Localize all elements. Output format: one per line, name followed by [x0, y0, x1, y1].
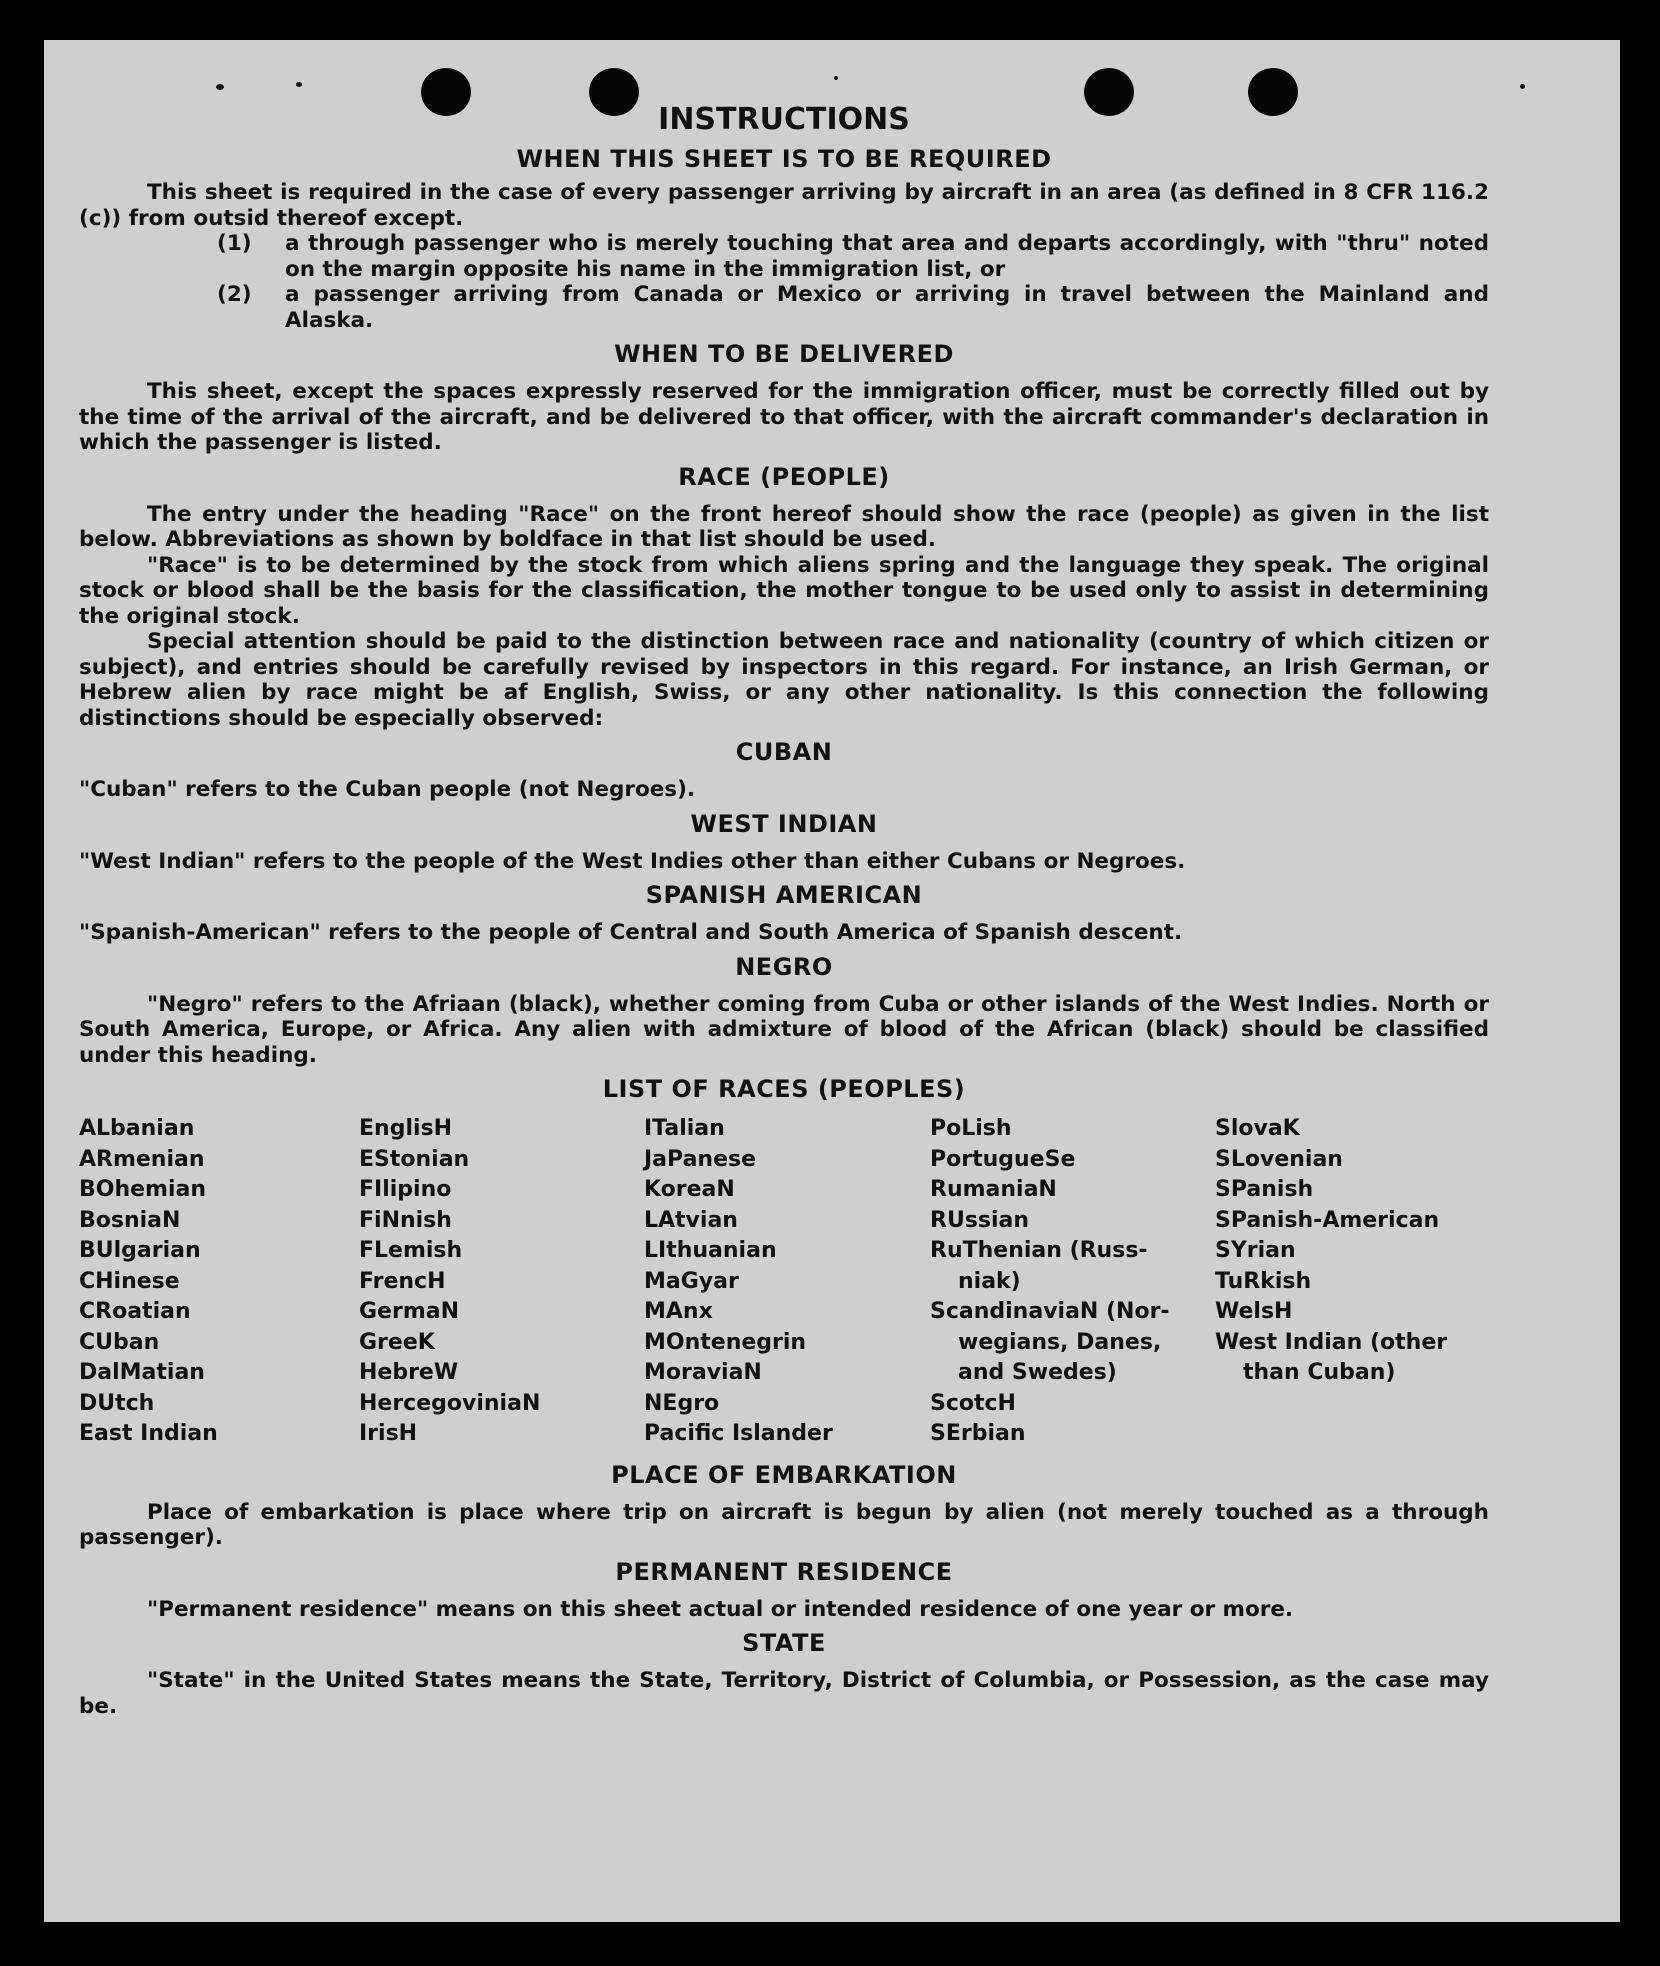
paragraph-embarkation: Place of embarkation is place where trip on aircraft is begun by alien (not merely touched as a through passenger). [79, 1499, 1489, 1550]
race-item-continuation: than Cuban) [1243, 1360, 1396, 1385]
ink-speck [216, 84, 224, 90]
race-item: MOntenegrin [644, 1329, 807, 1355]
races-column [79, 1114, 359, 1450]
race-item: SlovaK [1215, 1116, 1300, 1141]
paragraph-race-3: Special attention should be paid to the distinction between race and nationality (country of which citizen or subject), and entries should be carefully revised by inspectors in this regard. For instance, an Irish German, or Hebrew alien by race might be af English, Swiss, or any other nationality. Is this connection the following distinctions should be especially observed: [79, 629, 1489, 731]
paragraph-negro: "Negro" refers to the Afriaan (black), whether coming from Cuba or other islands of the West Indies. North or South America, Europe, or Africa. Any alien with admixture of blood of the African (black) should be classified under this heading. [79, 991, 1489, 1068]
race-item: MoraviaN [644, 1360, 762, 1385]
heading-residence: PERMANENT RESIDENCE [615, 1557, 953, 1586]
race-item: MAnx [644, 1299, 713, 1324]
race-item: GermaN [359, 1299, 460, 1324]
races-column [359, 1114, 644, 1450]
race-item: FrencH [359, 1268, 446, 1294]
heading-when-required: WHEN THIS SHEET IS TO BE REQUIRED [516, 145, 1052, 173]
exception-item [79, 282, 1489, 333]
race-item: ITalian [644, 1116, 725, 1141]
heading-when-delivered: WHEN TO BE DELIVERED [614, 340, 954, 368]
ink-speck [1520, 84, 1525, 89]
race-item: EStonian [359, 1146, 470, 1172]
race-item: FiNnish [359, 1207, 452, 1233]
race-item: FIlipino [359, 1177, 452, 1202]
race-item: EnglisH [359, 1116, 453, 1141]
heading-west-indian: WEST INDIAN [690, 809, 878, 838]
race-item: ALbanian [79, 1116, 195, 1141]
race-item: Pacific Islander [644, 1421, 833, 1446]
heading-list-of-races: LIST OF RACES (PEOPLES) [602, 1075, 966, 1103]
races-list [79, 1114, 1489, 1450]
race-item: SErbian [930, 1421, 1026, 1446]
paragraph-when-required: This sheet is required in the case of every passenger arriving by aircraft in an area (as defined in 8 CFR 116.2 (c)) from outsid thereof except. [79, 180, 1489, 231]
race-item: PortugueSe [930, 1146, 1076, 1172]
races-column [930, 1114, 1215, 1450]
race-item: BosniaN [79, 1207, 181, 1233]
instructions-text [79, 100, 1489, 1719]
exception-text: a passenger arriving from Canada or Mexico or arriving in travel between the Mainland and Alaska. [285, 282, 1489, 333]
race-item: SYrian [1215, 1238, 1296, 1263]
exception-number: (2) [217, 282, 252, 307]
race-item-continuation: wegians, Danes, [958, 1329, 1162, 1355]
paragraph-state: "State" in the United States means the State, Territory, District of Columbia, or Possession, as the case may be. [79, 1668, 1489, 1719]
race-item: CRoatian [79, 1299, 191, 1324]
race-item: BUlgarian [79, 1238, 201, 1263]
race-item: PoLish [930, 1116, 1012, 1141]
paragraph-when-delivered: This sheet, except the spaces expressly reserved for the immigration officer, must be correctly filled out by the time of the arrival of the aircraft, and be delivered to that officer, with the aircraft commander's declaration in which the passenger is listed. [79, 379, 1489, 455]
race-item: WelsH [1215, 1299, 1293, 1324]
race-item: DUtch [79, 1390, 155, 1416]
exception-number: (1) [217, 231, 252, 256]
race-item: TuRkish [1215, 1268, 1312, 1294]
race-item: LIthuanian [644, 1238, 777, 1263]
race-item: SPanish-American [1215, 1207, 1440, 1233]
race-item: ScandinaviaN (Nor- [930, 1299, 1170, 1324]
page-title: INSTRUCTIONS [658, 102, 910, 137]
paragraph-race-1: The entry under the heading "Race" on the front hereof should show the race (people) as given in the list below. Abbreviations as shown by boldface in that list should be used. [79, 501, 1489, 552]
heading-race: RACE (PEOPLE) [678, 462, 890, 491]
race-item: BOhemian [79, 1177, 207, 1202]
heading-negro: NEGRO [735, 952, 833, 981]
race-item: NEgro [644, 1390, 720, 1416]
race-item: CHinese [79, 1268, 180, 1294]
race-item: MaGyar [644, 1268, 739, 1294]
paragraph-cuban: "Cuban" refers to the Cuban people (not Negroes). [79, 777, 696, 802]
race-item: GreeK [359, 1329, 435, 1355]
race-item: JaPanese [644, 1146, 757, 1172]
heading-spanish-american: SPANISH AMERICAN [645, 881, 923, 909]
race-item: East Indian [79, 1421, 218, 1446]
race-item: FLemish [359, 1238, 463, 1263]
ink-speck [834, 76, 838, 80]
race-item: DalMatian [79, 1360, 205, 1385]
race-item: RUssian [930, 1207, 1030, 1233]
race-item: LAtvian [644, 1207, 738, 1233]
exception-text: a through passenger who is merely touching that area and departs accordingly, with "thru" noted on the margin opposite his name in the immigration list, or [285, 231, 1489, 282]
paragraph-west-indian: "West Indian" refers to the people of the West Indies other than either Cubans or Negroes. [79, 848, 1186, 874]
race-item-continuation: niak) [958, 1268, 1021, 1294]
race-item: HercegoviniaN [359, 1390, 541, 1416]
paragraph-residence: "Permanent residence" means on this sheet actual or intended residence of one year or more. [147, 1596, 1294, 1622]
race-item: West Indian (other [1215, 1329, 1448, 1355]
heading-state: STATE [742, 1629, 826, 1657]
exception-item [79, 231, 1489, 282]
race-item: ScotcH [930, 1390, 1016, 1416]
race-item: HebreW [359, 1360, 459, 1385]
race-item: SPanish [1215, 1177, 1314, 1202]
race-item-continuation: and Swedes) [958, 1360, 1117, 1385]
race-item: CUban [79, 1329, 160, 1355]
race-item: KoreaN [644, 1177, 735, 1202]
race-item: IrisH [359, 1421, 418, 1446]
ink-speck [296, 82, 302, 87]
paragraph-race-2: "Race" is to be determined by the stock from which aliens spring and the language they speak. The original stock or blood shall be the basis for the classification, the mother tongue to be used only to assist in determining the original stock. [79, 552, 1489, 629]
heading-cuban: CUBAN [735, 738, 833, 766]
heading-embarkation: PLACE OF EMBARKATION [611, 1460, 957, 1489]
paragraph-spanish-american: "Spanish-American" refers to the people of Central and South America of Spanish descent. [79, 920, 1183, 945]
race-item: SLovenian [1215, 1146, 1343, 1172]
races-column [1215, 1114, 1489, 1450]
race-item: RuThenian (Russ- [930, 1238, 1148, 1263]
race-item: ARmenian [79, 1146, 205, 1172]
races-column [644, 1114, 930, 1450]
race-item: RumaniaN [930, 1177, 1057, 1202]
